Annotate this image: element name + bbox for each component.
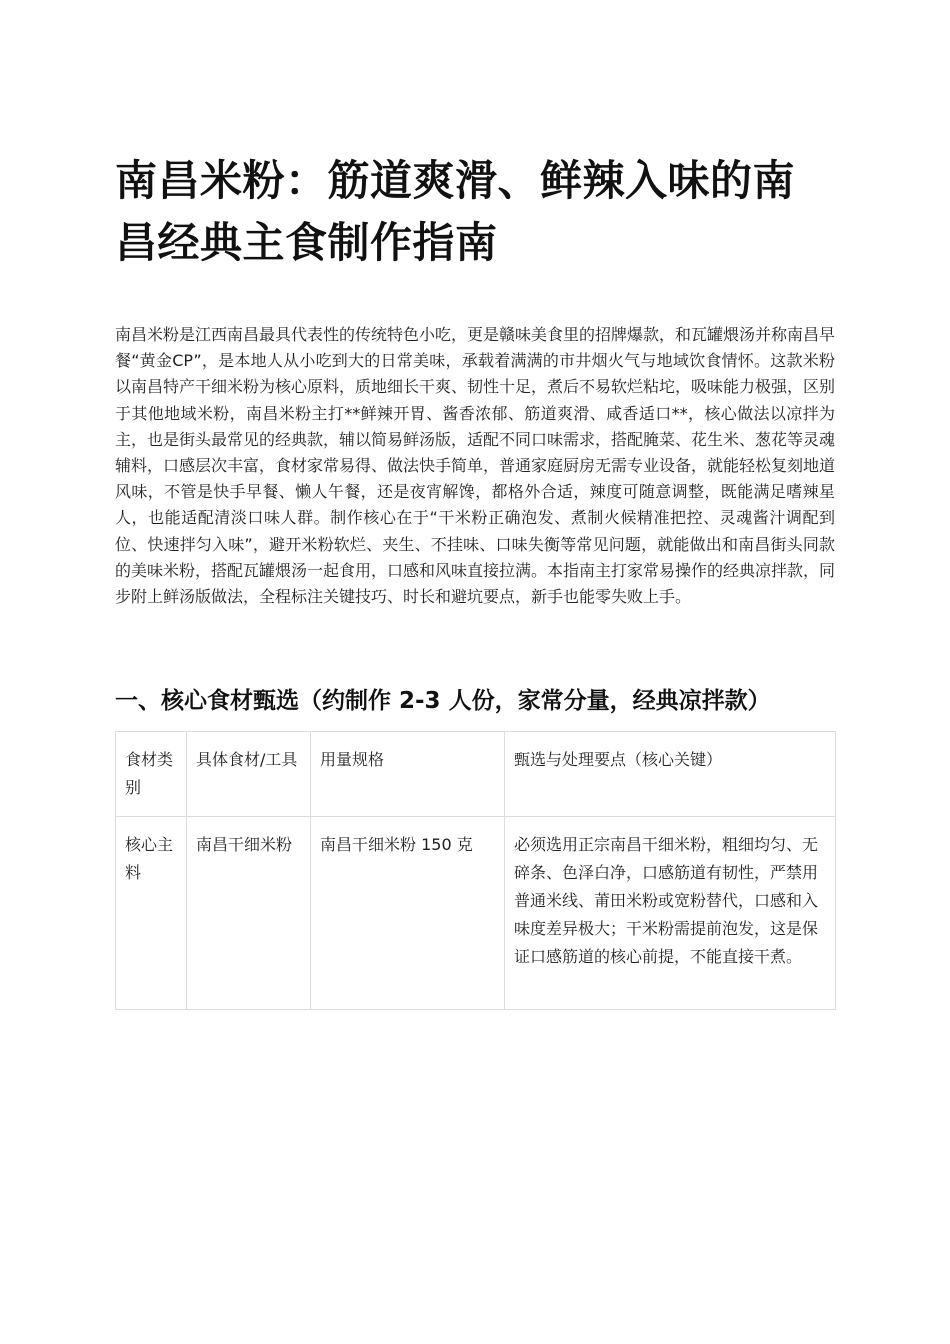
table-header-cell: 具体食材/工具 bbox=[187, 732, 311, 817]
table-row bbox=[116, 817, 836, 1010]
table-header-cell: 甄选与处理要点（核心关键） bbox=[505, 732, 836, 817]
table-header-row bbox=[116, 732, 836, 817]
table-cell-quantity: 南昌干细米粉 150 克 bbox=[311, 817, 505, 1010]
table-cell-category: 核心主料 bbox=[116, 817, 187, 1010]
table-cell-notes: 必须选用正宗南昌干细米粉，粗细均匀、无碎条、色泽白净，口感筋道有韧性，严禁用普通米线、莆田米粉或宽粉替代，口感和入味度差异极大；干米粉需提前泡发，这是保证口感筋道的核心前提，不能直接干煮。 bbox=[505, 817, 836, 1010]
page-title: 南昌米粉：筋道爽滑、鲜辣入味的南昌经典主食制作指南 bbox=[115, 156, 796, 267]
table-header-cell: 食材类别 bbox=[116, 732, 187, 817]
ingredients-table bbox=[115, 731, 836, 1010]
table-header-cell: 用量规格 bbox=[311, 732, 505, 817]
section-heading-ingredients: 一、核心食材甄选（约制作 2-3 人份，家常分量，经典凉拌款） bbox=[115, 688, 771, 714]
table-cell-ingredient: 南昌干细米粉 bbox=[187, 817, 311, 1010]
intro-paragraph: 南昌米粉是江西南昌最具代表性的传统特色小吃，更是赣味美食里的招牌爆款，和瓦罐煨汤并称南昌早餐“黄金CP”，是本地人从小吃到大的日常美味，承载着满满的市井烟火气与地域饮食情怀。这款米粉以南昌特产干细米粉为核心原料，质地细长干爽、韧性十足，煮后不易软烂粘坨，吸味能力极强，区别于其他地域米粉，南昌米粉主打**鲜辣开胃、酱香浓郁、筋道爽滑、咸香适口**，核心做法以凉拌为主，也是街头最常见的经典款，辅以简易鲜汤版，适配不同口味需求，搭配腌菜、花生米、葱花等灵魂辅料，口感层次丰富，食材家常易得、做法快手简单，普通家庭厨房无需专业设备，就能轻松复刻地道风味，不管是快手早餐、懒人午餐，还是夜宵解馋，都格外合适，辣度可随意调整，既能满足嗜辣星人，也能适配清淡口味人群。制作核心在于“干米粉正确泡发、煮制火候精准把控、灵魂酱汁调配到位、快速拌匀入味”，避开米粉软烂、夹生、不挂味、口味失衡等常见问题，就能做出和南昌街头同款的美味米粉，搭配瓦罐煨汤一起食用，口感和风味直接拉满。本指南主打家常易操作的经典凉拌款，同步附上鲜汤版做法，全程标注关键技巧、时长和避坑要点，新手也能零失败上手。 bbox=[115, 325, 836, 607]
